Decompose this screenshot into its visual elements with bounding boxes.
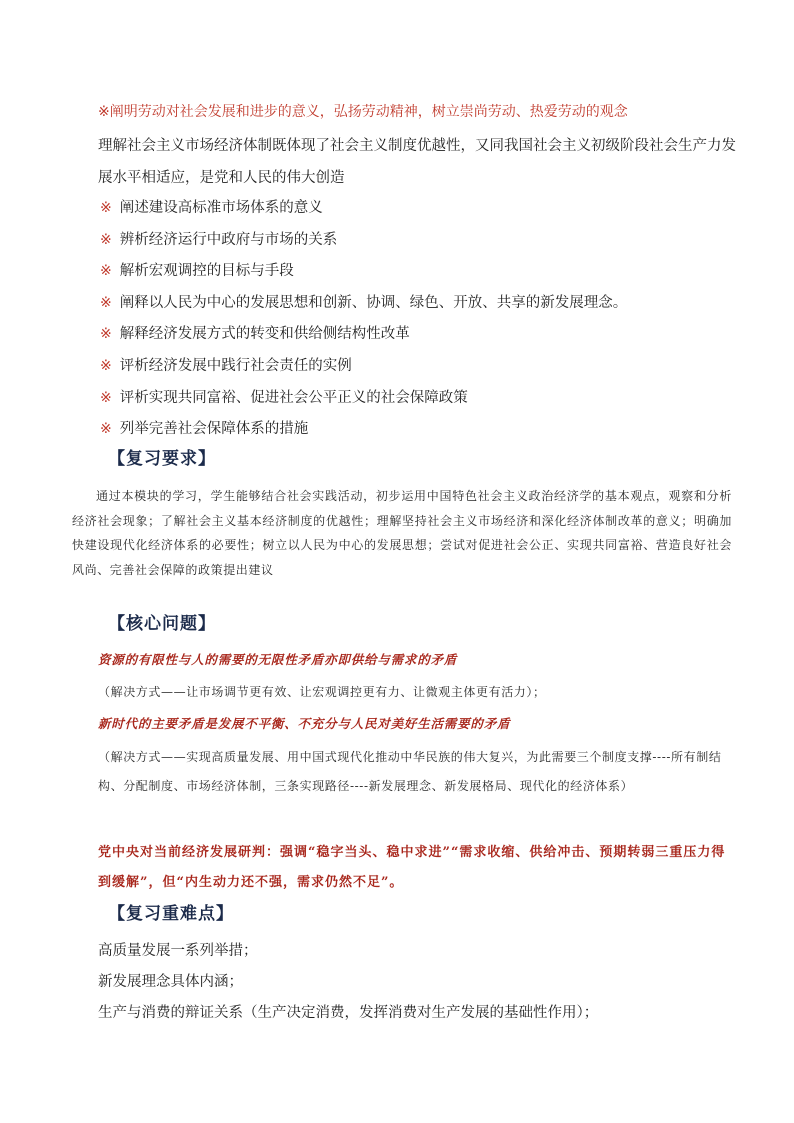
list-item xyxy=(100,383,627,415)
reference-mark-icon: ※ xyxy=(100,326,112,343)
objective-list xyxy=(100,193,627,446)
reference-mark-icon: ※ xyxy=(100,294,112,311)
market-economy-paragraph xyxy=(98,130,738,194)
objective-text: 列举完善社会保障体系的措施 xyxy=(119,421,309,438)
list-item: 生产与消费的辩证关系（生产决定消费，发挥消费对生产发展的基础性作用）； xyxy=(98,1005,599,1021)
labor-objective-line: ※阐明劳动对社会发展和进步的意义，弘扬劳动精神，树立崇尚劳动、热爱劳动的观念 xyxy=(98,104,628,120)
core-solution-1: （解决方式——让市场调节更有效、让宏观调控更有力、让微观主体更有活力）； xyxy=(98,685,546,699)
key-points-list xyxy=(98,936,598,1029)
reference-mark-icon: ※ xyxy=(100,357,112,374)
reference-mark-icon: ※ xyxy=(100,389,112,406)
objective-text: 评析经济发展中践行社会责任的实例 xyxy=(119,357,352,374)
list-item xyxy=(100,319,627,351)
objective-text: 阐释以人民为中心的发展思想和创新、协调、绿色、开放、共享的新发展理念。 xyxy=(119,294,628,311)
core-contradiction-2: 新时代的主要矛盾是发展不平衡、不充分与人民对美好生活需要的矛盾 xyxy=(98,716,511,731)
list-item: 高质量发展一系列举措； xyxy=(98,943,258,959)
economic-judgement: 党中央对当前经济发展研判：强调“稳字当头、稳中求进”“需求收缩、供给冲击、预期转弱三重压力得到缓解”，但“内生动力还不强，需求仍然不足”。 xyxy=(98,845,726,890)
objective-text: 评析实现共同富裕、促进社会公平正义的社会保障政策 xyxy=(119,389,468,406)
reference-mark-icon: ※ xyxy=(100,200,112,216)
key-points-heading: 【复习重难点】 xyxy=(108,904,234,924)
core-solution-2: （解决方式——实现高质量发展、用中国式现代化推动中华民族的伟大复兴，为此需要三个制度支撑----所有制结构、分配制度、市场经济体制，三条实现路径----新发展理念、新发展格局、现代化的经济体系） xyxy=(98,750,722,793)
list-item xyxy=(100,351,627,383)
core-issues-heading: 【核心问题】 xyxy=(108,614,216,634)
paragraph-line-2: 展水平相适应，是党和人民的伟大创造 xyxy=(98,170,345,186)
list-item xyxy=(100,288,627,320)
review-requirements-heading: 【复习要求】 xyxy=(108,449,216,469)
reference-mark-icon: ※ xyxy=(100,263,112,280)
paragraph-line-1: 理解社会主义市场经济体制既体现了社会主义制度优越性，又同我国社会主义初级阶段社会生产力发 xyxy=(98,138,736,154)
objective-text: 解释经济发展方式的转变和供给侧结构性改革 xyxy=(119,326,410,343)
list-item xyxy=(100,256,627,288)
objective-text: 辨析经济运行中政府与市场的关系 xyxy=(119,231,338,248)
objective-text: 阐述建设高标准市场体系的意义 xyxy=(119,200,323,216)
reference-mark-icon: ※ xyxy=(100,421,112,438)
list-item xyxy=(100,225,627,257)
review-requirements-text: 通过本模块的学习，学生能够结合社会实践活动，初步运用中国特色社会主义政治经济学的基本观点，观察和分析经济社会现象；了解社会主义基本经济制度的优越性；理解坚持社会主义市场经济和深化经济体制改革的意义；明确加快建设现代化经济体系的必要性；树立以人民为中心的发展思想；尝试对促进社会公正、实现共同富裕、营造良好社会风尚、完善社会保障的政策提出建议 xyxy=(72,489,732,577)
objective-text: 解析宏观调控的目标与手段 xyxy=(119,263,294,280)
reference-mark-icon: ※ xyxy=(100,231,112,248)
core-contradiction-1: 资源的有限性与人的需要的无限性矛盾亦即供给与需求的矛盾 xyxy=(98,652,458,667)
list-item xyxy=(100,414,627,446)
list-item xyxy=(100,193,627,225)
list-item: 新发展理念具体内涵； xyxy=(98,974,243,990)
